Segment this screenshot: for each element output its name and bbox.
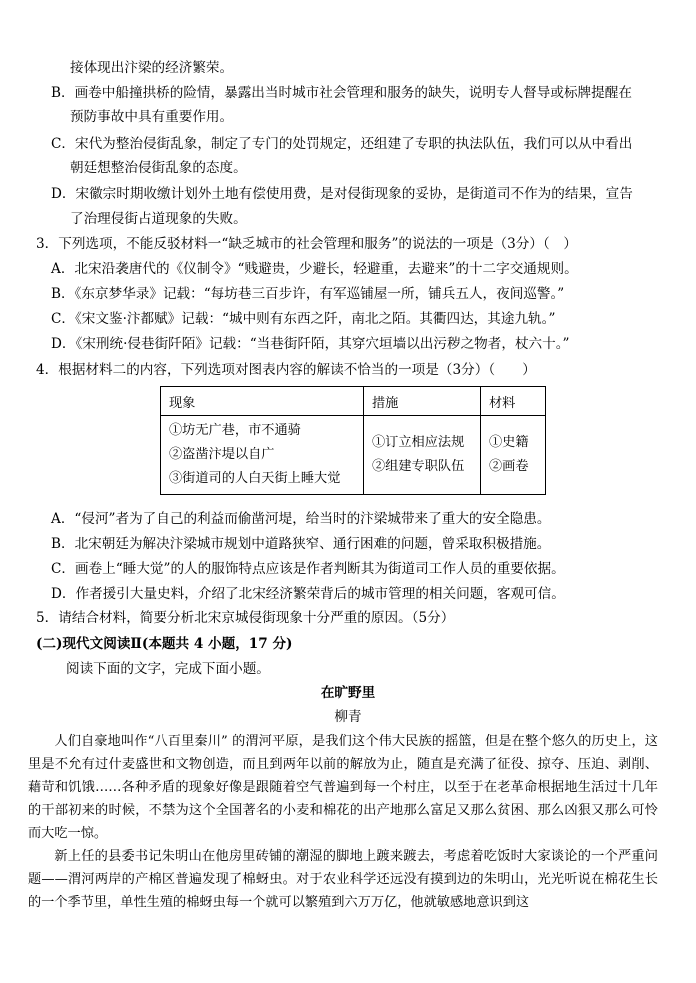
text-line: 朝廷想整治侵街乱象的态度。 <box>70 160 247 176</box>
table-header-phenomenon: 现象 <box>161 387 364 416</box>
instruction: 阅读下面的文字，完成下面小题。 <box>66 661 270 677</box>
table-cell-measures <box>364 416 481 495</box>
text-line: 预防事故中具有重要作用。 <box>70 109 234 125</box>
option-b: B．《东京梦华录》记载：“每坊巷三百步许，有军巡铺屋一所，铺兵五人，夜间巡警。” <box>51 286 565 302</box>
material-item: ②画卷 <box>489 459 529 474</box>
article-body <box>28 730 658 914</box>
text-line: C．宋代为整治侵街乱象，制定了专门的处罚规定，还组建了专职的执法队伍，我们可以从中看出 <box>51 136 633 152</box>
question-3: 3．下列选项，不能反驳材料一“缺乏城市的社会管理和服务”的说法的一项是（3分）（ ） <box>36 236 577 252</box>
article-title: 在旷野里 <box>320 685 376 701</box>
question-4: 4．根据材料二的内容，下列选项对图表内容的解读不恰当的一项是（3分）（ ） <box>36 362 536 378</box>
table-cell-materials <box>481 416 546 495</box>
option-d: D．《宋刑统·侵巷街阡陌》记载：“当巷街阡陌，其穿穴垣墙以出污秽之物者，杖六十。” <box>51 336 570 352</box>
section-heading: (二)现代文阅读Ⅱ(本题共 4 小题，17 分) <box>36 636 293 652</box>
question-5: 5．请结合材料，简要分析北宋京城侵街现象十分严重的原因。（5分） <box>36 610 455 626</box>
option-a: A．北宋沿袭唐代的《仪制令》“贱避贵，少避长，轻避重，去避来”的十二字交通规则。 <box>51 261 578 277</box>
text-line: 接体现出汴梁的经济繁荣。 <box>70 60 234 76</box>
option-c: C．画卷上“睡大觉”的人的服饰特点应该是作者判断其为街道司工作人员的重要依据。 <box>51 561 565 577</box>
text-line: 了治理侵街占道现象的失败。 <box>70 211 247 227</box>
phenomenon-item: ①坊无广巷，市不通骑 <box>169 423 301 438</box>
option-b: B．北宋朝廷为解决汴梁城市规划中道路狭窄、通行困难的问题，曾采取积极措施。 <box>51 536 551 552</box>
option-c: C．《宋文鉴·汴都赋》记载：“城中则有东西之阡，南北之陌。其衢四达，其途九轨。” <box>51 311 556 327</box>
interpretation-table <box>160 386 546 495</box>
table-header-material: 材料 <box>481 387 546 416</box>
text-line: B．画卷中船撞拱桥的险情，暴露出当时城市社会管理和服务的缺失，说明专人督导或标牌提醒在 <box>51 85 632 101</box>
material-item: ①史籍 <box>489 435 529 450</box>
article-paragraph: 人们自豪地叫作“八百里秦川” 的渭河平原，是我们这个伟大民族的摇篮，但是在整个悠久的历史上，这里是不允有过什麦盛世和文物创造，而且到两年以前的解放为止，随直是充满了征役、掠夺、压迫、剥削、 藉苛和饥饿……各种矛盾的现象好像是跟随着空气普遍到每一个村庄，以至于在老革命根据地生活过十几年的干部初来的时候，不禁为这个全国著名的小麦和棉花的出产地那么富足又那么贫困、那么凶狠又那么可怜而大吃一惊。 <box>28 734 658 841</box>
phenomenon-item: ③街道司的人白天街上睡大觉 <box>169 471 341 486</box>
option-a: A．“侵河”者为了自己的利益而偷凿河堤，给当时的汴梁城带来了重大的安全隐患。 <box>51 511 551 527</box>
article-paragraph: 新上任的县委书记朱明山在他房里砖铺的潮湿的脚地上踱来踱去，考虑着吃饭时大家谈论的一个严重问题——渭河两岸的产棉区普遍发现了棉蚜虫。对于农业科学还远没有摸到边的朱明山，光光听说在棉花生长的一个季节里，单性生殖的棉蚜虫每一个就可以繁殖到六万万亿，他就敏感地意识到这 <box>28 849 658 910</box>
table-cell-phenomena <box>161 416 364 495</box>
table-header-measure: 措施 <box>364 387 481 416</box>
measure-item: ①订立相应法规 <box>372 435 465 450</box>
option-d: D．作者援引大量史料，介绍了北宋经济繁荣背后的城市管理的相关问题，客观可信。 <box>51 586 565 602</box>
phenomenon-item: ②盗凿汴堤以自广 <box>169 447 275 462</box>
article-author: 柳青 <box>334 709 362 725</box>
measure-item: ②组建专职队伍 <box>372 459 465 474</box>
text-line: D．宋徽宗时期收缴计划外土地有偿使用费，是对侵街现象的妥协，是街道司不作为的结果，宣告 <box>51 186 633 202</box>
